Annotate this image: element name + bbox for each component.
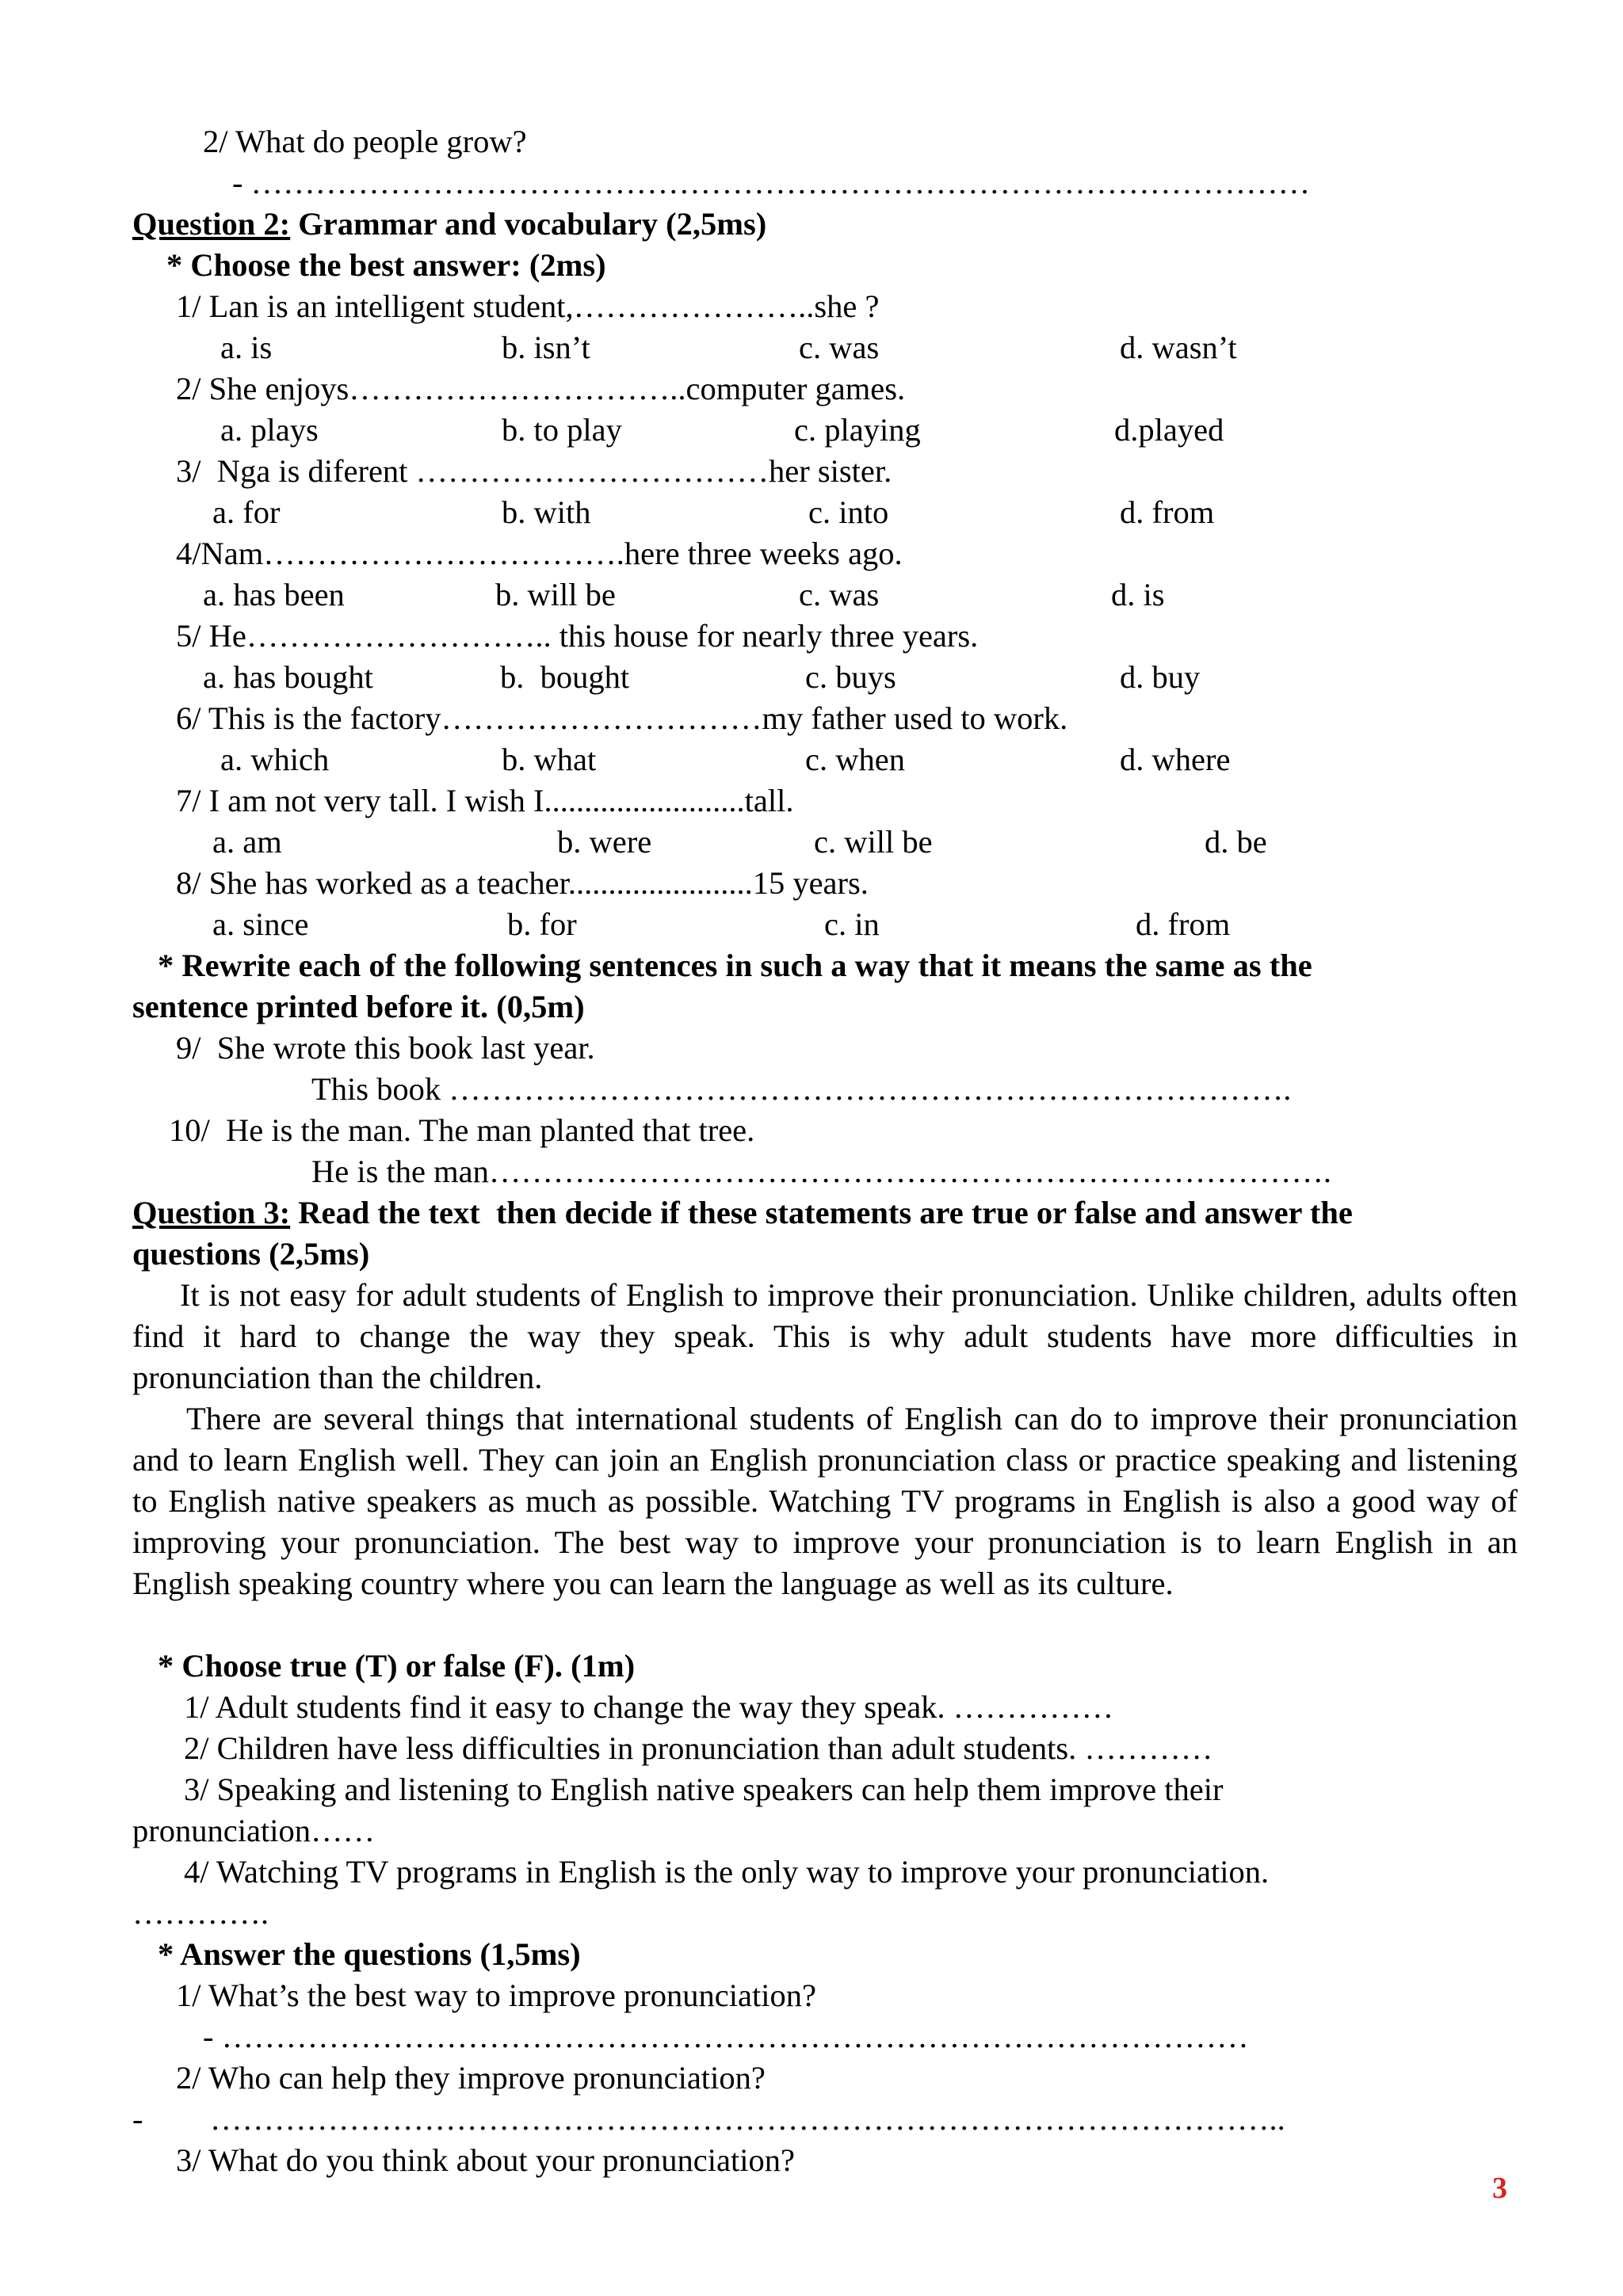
mcq-option-d: d.played <box>1114 412 1224 448</box>
mcq-option-c: c. in <box>824 906 880 942</box>
rewrite-prompt: This book ……………………………………………………………………. <box>311 1071 1292 1107</box>
mcq-option-b: b. isn’t <box>502 330 590 365</box>
mcq-option-d: d. from <box>1120 494 1215 530</box>
mcq-stem: 5/ He……………………….. this house for nearly three years. <box>176 618 979 654</box>
rewrite-prompt: He is the man……………………………………………………………………. <box>311 1154 1331 1189</box>
mcq-stem: 4/Nam…………………………….here three weeks ago. <box>176 536 903 571</box>
mcq-option-a: a. which <box>220 742 330 777</box>
true-false-heading: * Choose true (T) or false (F). (1m) <box>158 1648 636 1684</box>
question-3-label: Question 3: <box>132 1195 291 1230</box>
mcq-option-c: c. when <box>805 742 905 777</box>
true-false-item-cont: pronunciation…… <box>132 1813 375 1848</box>
question-text: 2/ Who can help they improve pronunciation? <box>176 2060 766 2096</box>
true-false-item: 4/ Watching TV programs in English is the only way to improve your pronunciation. <box>184 1854 1270 1890</box>
mcq-option-b: b. for <box>507 906 577 942</box>
mcq-option-b: b. with <box>502 494 591 530</box>
mcq-option-b: b. to play <box>502 412 622 448</box>
mcq-stem: 2/ She enjoys…………………………..computer games. <box>176 371 906 406</box>
mcq-option-c: c. will be <box>814 824 933 860</box>
mcq-option-c: c. playing <box>794 412 921 448</box>
mcq-option-c: c. buys <box>805 659 896 695</box>
list-dash: - <box>132 2101 143 2137</box>
true-false-item: 2/ Children have less difficulties in pronunciation than adult students. ………… <box>184 1730 1213 1766</box>
mcq-option-a: a. am <box>212 824 282 860</box>
mcq-option-d: d. from <box>1136 906 1231 942</box>
rewrite-heading-cont: sentence printed before it. (0,5m) <box>132 989 585 1024</box>
mcq-stem: 6/ This is the factory…………………………my father used to work. <box>176 700 1068 736</box>
mcq-option-d: d. buy <box>1120 659 1201 695</box>
reading-paragraph: There are several things that international students of English can do to improve their pronunciation and to learn English well. They can join an English pronunciation class or practice speaking and listening to English native speakers as much as possible. Watching TV programs in English is also a good way of improving your pronunciation. The best way to improve your pronunciation is to learn English in an English speaking country where you can learn the language as well as its culture. <box>132 1401 1518 1601</box>
mcq-option-b: b. were <box>557 824 652 860</box>
mcq-option-c: c. into <box>808 494 889 530</box>
mcq-option-d: d. is <box>1111 577 1165 612</box>
mcq-option-a: a. plays <box>220 412 319 448</box>
mcq-option-a: a. has bought <box>203 659 373 695</box>
rewrite-original: 9/ She wrote this book last year. <box>176 1030 595 1066</box>
mcq-option-d: d. where <box>1120 742 1231 777</box>
true-false-item: 1/ Adult students find it easy to change the way they speak. …………… <box>184 1689 1114 1725</box>
mcq-option-a: a. has been <box>203 577 345 612</box>
mcq-stem: 3/ Nga is diferent ……………………………her sister. <box>176 453 892 489</box>
mcq-option-d: d. be <box>1205 824 1267 860</box>
mcq-option-a: a. since <box>212 906 309 942</box>
mcq-option-b: b. will be <box>495 577 616 612</box>
choose-best-answer-heading: * Choose the best answer: (2ms) <box>166 247 606 283</box>
true-false-item-cont: …………. <box>132 1895 269 1931</box>
mcq-stem: 7/ I am not very tall. I wish I.........................tall. <box>176 783 794 818</box>
question-text: 1/ What’s the best way to improve pronunciation? <box>176 1978 816 2013</box>
question-3-title: Read the text then decide if these statements are true or false and answer the <box>290 1195 1353 1230</box>
question-2-label: Question 2: <box>132 206 291 242</box>
mcq-option-c: c. was <box>799 577 880 612</box>
mcq-option-b: b. what <box>502 742 597 777</box>
mcq-option-b: b. bought <box>500 659 630 695</box>
mcq-option-a: a. for <box>212 494 281 530</box>
reading-paragraph: It is not easy for adult students of English to improve their pronunciation. Unlike children, adults often find it hard to change the way they speak. This is why adult students have more difficulties in pronunciation than the children. <box>132 1277 1518 1395</box>
question-text: 2/ What do people grow? <box>203 124 527 159</box>
question-2-title: Grammar and vocabulary (2,5ms) <box>290 206 767 242</box>
mcq-stem: 8/ She has worked as a teacher.......................15 years. <box>176 865 869 901</box>
question-3-heading-cont: questions (2,5ms) <box>132 1236 370 1272</box>
question-text: 3/ What do you think about your pronunciation? <box>176 2142 795 2178</box>
question-3-heading <box>132 1192 1353 1234</box>
mcq-option-c: c. was <box>799 330 880 365</box>
rewrite-heading: * Rewrite each of the following sentences in such a way that it means the same as the <box>158 948 1312 983</box>
answer-blank: - ……………………………………………………………………………………… <box>232 165 1311 200</box>
mcq-option-a: a. is <box>220 330 273 365</box>
rewrite-original: 10/ He is the man. The man planted that tree. <box>169 1112 755 1148</box>
mcq-option-d: d. wasn’t <box>1120 330 1237 365</box>
mcq-stem: 1/ Lan is an intelligent student,…………………..she ? <box>176 288 880 324</box>
page-number: 3 <box>1492 2172 1507 2205</box>
question-2-heading <box>132 204 766 245</box>
true-false-item: 3/ Speaking and listening to English native speakers can help them improve their <box>184 1772 1224 1807</box>
answer-blank: ……………………………………………………………………………………….. <box>210 2101 1285 2137</box>
answer-blank: - …………………………………………………………………………………… <box>203 2019 1249 2054</box>
answer-questions-heading: * Answer the questions (1,5ms) <box>158 1936 581 1972</box>
